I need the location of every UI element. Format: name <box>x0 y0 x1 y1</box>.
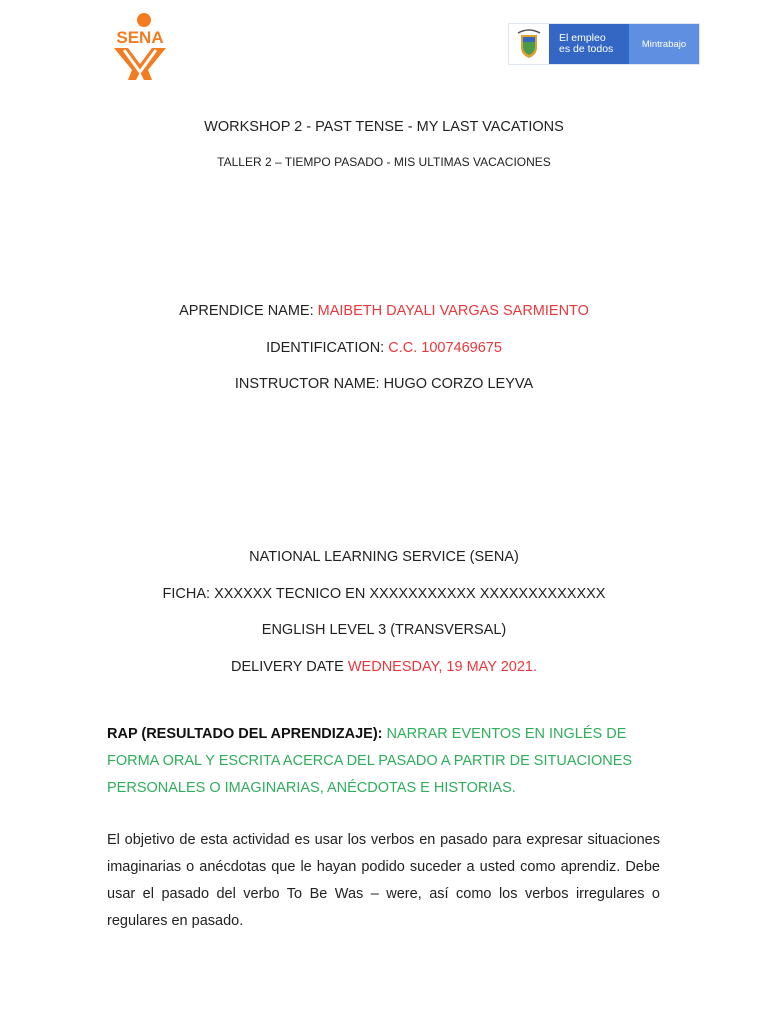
identification-value: C.C. 1007469675 <box>388 340 502 356</box>
sena-logo-text: SENA <box>116 28 164 47</box>
sena-logo-icon <box>104 10 176 82</box>
sena-logo <box>104 10 176 82</box>
instructor-line: INSTRUCTOR NAME: HUGO CORZO LEYVA <box>234 376 534 392</box>
rap-text: NARRAR EVENTOS EN INGLÉS DE FORMA ORAL Y ESCRITA ACERCA DEL PASADO A PARTIR DE SITUACIONES PERSONALES O IMAGINARIAS, ANÉCDOTAS E HISTORIAS. <box>107 726 633 796</box>
gov-slogan <box>549 24 629 64</box>
gov-slogan-line1: El empleo <box>559 32 606 44</box>
student-name-value: MAIBETH DAYALI VARGAS SARMIENTO <box>317 303 589 319</box>
rap-label: RAP (RESULTADO DEL APRENDIZAJE): <box>107 726 383 742</box>
ministry-label: Mintrabajo <box>629 24 699 64</box>
objective-paragraph: El objetivo de esta actividad es usar los verbos en pasado para expresar situaciones imaginarias o anécdotas que le hayan podido suceder a usted como aprendiz. Debe usar el pasado del verbo To Be Was – were, así como los verbos irregulares o regulares en pasado. <box>107 832 660 929</box>
delivery-date-label: DELIVERY DATE <box>231 659 348 675</box>
coat-of-arms-icon <box>509 24 549 64</box>
gov-slogan-line2: es de todos <box>559 43 614 55</box>
ficha-line: FICHA: XXXXXX TECNICO EN XXXXXXXXXXX XXXXXXXXXXXXX <box>162 586 606 602</box>
gov-logo <box>508 23 700 65</box>
workshop-title: WORKSHOP 2 - PAST TENSE - MY LAST VACATIONS <box>204 119 564 135</box>
delivery-date-line <box>0 659 768 675</box>
rap-paragraph <box>107 721 667 802</box>
identification-line <box>0 340 768 356</box>
student-name-line <box>0 303 768 319</box>
english-level-line: ENGLISH LEVEL 3 (TRANSVERSAL) <box>261 622 507 638</box>
identification-label: IDENTIFICATION: <box>266 340 389 356</box>
delivery-date-value: WEDNESDAY, 19 MAY 2021. <box>347 659 537 675</box>
workshop-subtitle: TALLER 2 – TIEMPO PASADO - MIS ULTIMAS VACACIONES <box>217 155 551 169</box>
student-name-label: APRENDICE NAME: <box>179 303 318 319</box>
institution-line: NATIONAL LEARNING SERVICE (SENA) <box>249 549 519 565</box>
